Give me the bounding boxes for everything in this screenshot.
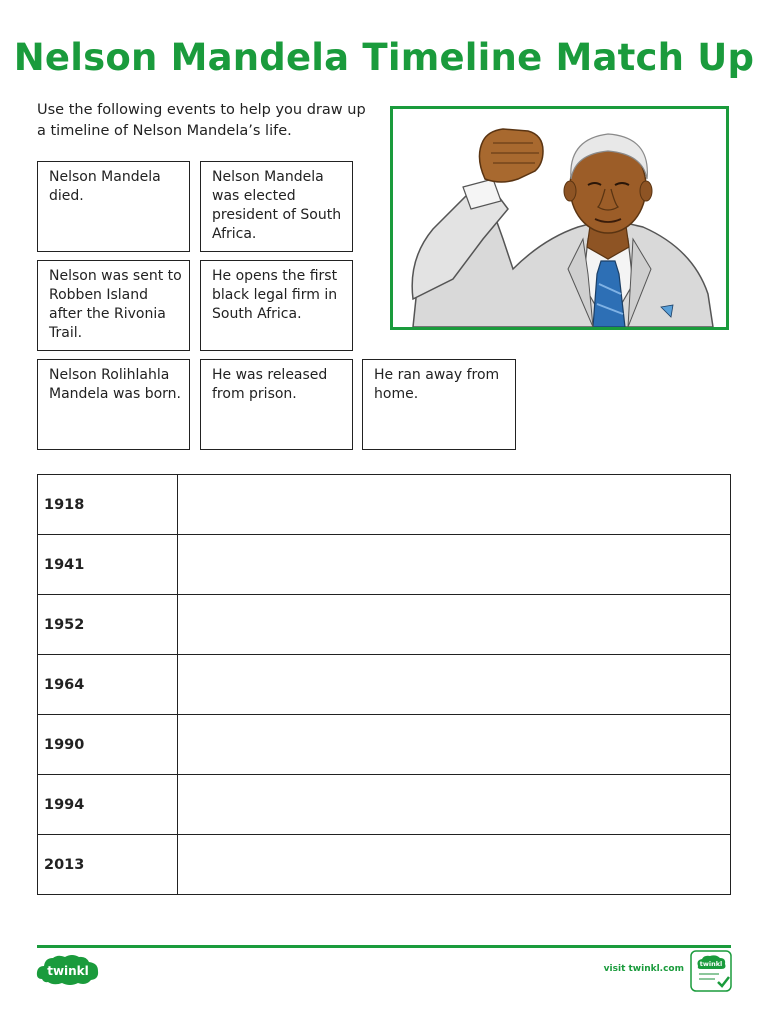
table-row <box>38 715 731 775</box>
event-card[interactable] <box>362 359 516 450</box>
year-cell: 1918 <box>38 475 178 535</box>
table-row <box>38 775 731 835</box>
event-card-text: He opens the first black legal firm in South Africa. <box>212 268 338 322</box>
event-card-text: Nelson Mandela was elected president of South Africa. <box>212 169 342 242</box>
year-cell: 1964 <box>38 655 178 715</box>
event-card[interactable] <box>200 260 353 351</box>
event-card[interactable] <box>200 161 353 252</box>
footer-divider <box>37 945 731 948</box>
event-answer-cell[interactable] <box>178 835 731 895</box>
event-answer-cell[interactable] <box>178 595 731 655</box>
event-answer-cell[interactable] <box>178 475 731 535</box>
logo-text: twinkl <box>47 964 89 978</box>
event-card-text: He ran away from home. <box>374 367 500 402</box>
year-cell: 1941 <box>38 535 178 595</box>
mandela-portrait-image <box>393 109 726 327</box>
instructions-text: Use the following events to help you draw up a timeline of Nelson Mandela’s life. <box>37 102 366 139</box>
table-row <box>38 595 731 655</box>
year-cell: 2013 <box>38 835 178 895</box>
table-row <box>38 655 731 715</box>
table-row <box>38 835 731 895</box>
page-title: Nelson Mandela Timeline Match Up <box>13 36 755 79</box>
event-card[interactable] <box>37 359 190 450</box>
event-card[interactable] <box>37 161 190 252</box>
table-row <box>38 535 731 595</box>
event-card[interactable] <box>37 260 190 351</box>
year-cell: 1952 <box>38 595 178 655</box>
year-cell: 1994 <box>38 775 178 835</box>
quality-badge-icon <box>690 950 732 992</box>
event-card-text: Nelson Mandela died. <box>49 169 161 204</box>
mandela-illustration <box>390 106 729 330</box>
visit-link[interactable]: visit twinkl.com <box>603 964 684 974</box>
year-cell: 1990 <box>38 715 178 775</box>
event-card-text: Nelson Rolihlahla Mandela was born. <box>49 367 182 402</box>
event-card[interactable] <box>200 359 353 450</box>
table-row <box>38 475 731 535</box>
event-card-text: He was released from prison. <box>212 367 328 402</box>
twinkl-logo[interactable] <box>36 953 100 987</box>
event-answer-cell[interactable] <box>178 775 731 835</box>
timeline-table <box>37 474 731 895</box>
event-answer-cell[interactable] <box>178 655 731 715</box>
event-card-text: Nelson was sent to Robben Island after the Rivonia Trail. <box>49 268 182 341</box>
event-answer-cell[interactable] <box>178 535 731 595</box>
event-answer-cell[interactable] <box>178 715 731 775</box>
badge-text: twinkl <box>699 960 723 968</box>
